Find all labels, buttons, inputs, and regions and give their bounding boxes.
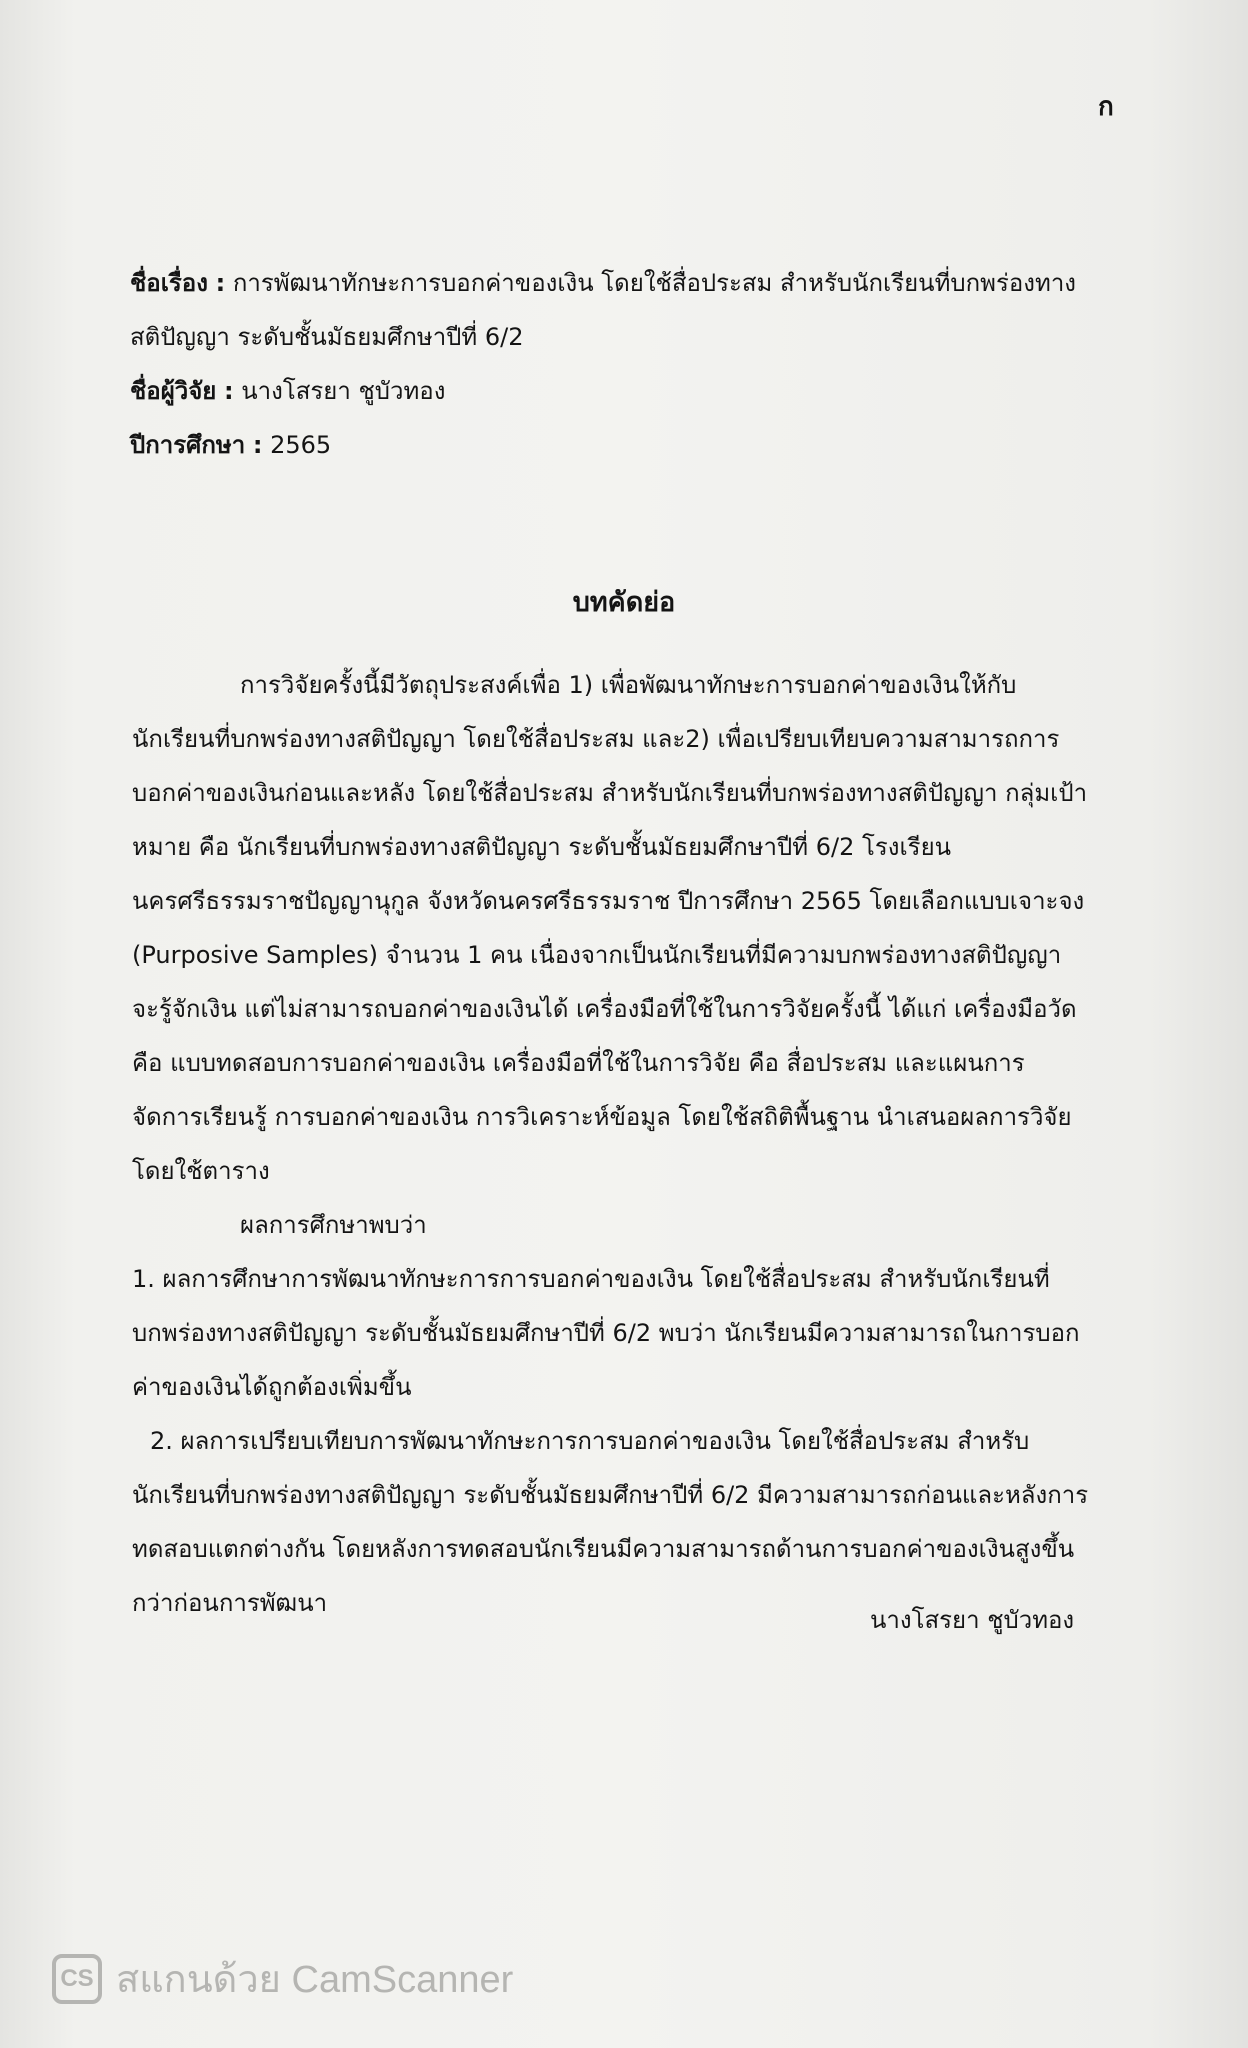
camscanner-watermark	[52, 1948, 513, 2009]
title-label: ชื่อเรื่อง	[130, 269, 208, 297]
finding-1: 1. ผลการศึกษาการพัฒนาทักษะการการบอกค่าของเงิน โดยใช้สื่อประสม สำหรับนักเรียนที่บกพร่องทางสติปัญญา ระดับชั้นมัธยมศึกษาปีที่ 6/2 พบว่า นักเรียนมีความสามารถในการบอกค่าของเงินได้ถูกต้องเพิ่มขึ้น	[132, 1265, 1080, 1401]
year-separator: :	[252, 431, 263, 459]
year-line	[130, 418, 1090, 472]
abstract-body	[132, 658, 1092, 1630]
camscanner-logo-icon: CS	[52, 1954, 102, 2004]
researcher-label: ชื่อผู้วิจัย	[130, 377, 217, 405]
year-value: 2565	[270, 431, 332, 459]
finding-2: 2. ผลการเปรียบเทียบการพัฒนาทักษะการการบอกค่าของเงิน โดยใช้สื่อประสม สำหรับนักเรียนที่บกพร่องทางสติปัญญา ระดับชั้นมัธยมศึกษาปีที่ 6/2 มีความสามารถก่อนและหลังการทดสอบแตกต่างกัน โดยหลังการทดสอบนักเรียนมีความสามารถด้านการบอกค่าของเงินสูงขึ้นกว่าก่อนการพัฒนา	[132, 1427, 1089, 1617]
title-separator: :	[215, 269, 226, 297]
signature-name: นางโสรยา ชูบัวทอง	[870, 1606, 1075, 1634]
findings-heading: ผลการศึกษาพบว่า	[240, 1211, 427, 1239]
title-line	[130, 256, 1090, 364]
title-value: การพัฒนาทักษะการบอกค่าของเงิน โดยใช้สื่อประสม สำหรับนักเรียนที่บกพร่องทางสติปัญญา ระดับชั้นมัธยมศึกษาปีที่ 6/2	[130, 269, 1077, 351]
abstract-paragraph: การวิจัยครั้งนี้มีวัตถุประสงค์เพื่อ 1) เพื่อพัฒนาทักษะการบอกค่าของเงินให้กับนักเรียนที่บกพร่องทางสติปัญญา โดยใช้สื่อประสม และ2) เพื่อเปรียบเทียบความสามารถการบอกค่าของเงินก่อนและหลัง โดยใช้สื่อประสม สำหรับนักเรียนที่บกพร่องทางสติปัญญา กลุ่มเป้าหมาย คือ นักเรียนที่บกพร่องทางสติปัญญา ระดับชั้นมัธยมศึกษาปีที่ 6/2 โรงเรียนนครศรีธรรมราชปัญญานุกูล จังหวัดนครศรีธรรมราช ปีการศึกษา 2565 โดยเลือกแบบเจาะจง (Purposive Samples) จำนวน 1 คน เนื่องจากเป็นนักเรียนที่มีความบกพร่องทางสติปัญญา จะรู้จักเงิน แต่ไม่สามารถบอกค่าของเงินได้ เครื่องมือที่ใช้ในการวิจัยครั้งนี้ ได้แก่ เครื่องมือวัด คือ แบบทดสอบการบอกค่าของเงิน เครื่องมือที่ใช้ในการวิจัย คือ สื่อประสม และแผนการจัดการเรียนรู้ การบอกค่าของเงิน การวิเคราะห์ข้อมูล โดยใช้สถิติพื้นฐาน นำเสนอผลการวิจัยโดยใช้ตาราง	[132, 671, 1088, 1185]
researcher-value: นางโสรยา ชูบัวทอง	[241, 377, 446, 405]
researcher-line	[130, 364, 1090, 418]
researcher-separator: :	[224, 377, 234, 405]
page-number: ก	[1098, 92, 1114, 122]
document-metadata	[130, 256, 1090, 472]
watermark-text: สแกนด้วย CamScanner	[116, 1959, 514, 2001]
abstract-title: บทคัดย่อ	[572, 587, 676, 618]
year-label: ปีการศึกษา	[130, 431, 246, 459]
